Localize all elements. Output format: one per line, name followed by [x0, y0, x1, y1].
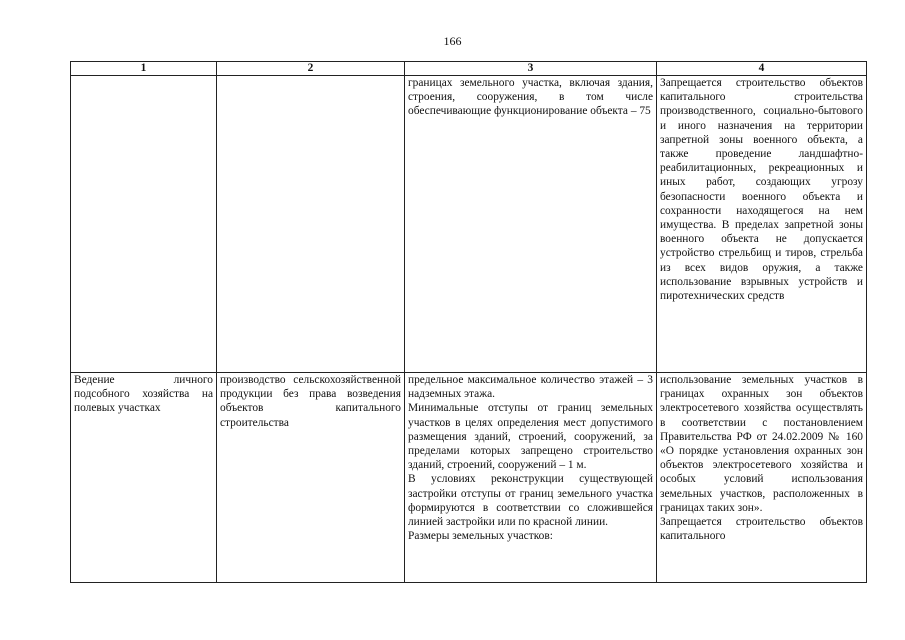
- table-row: [71, 373, 867, 583]
- paragraph: производство сельскохозяйственной продукции без права возведения объектов капитального строительства: [220, 374, 401, 429]
- cell-restrictions: [657, 373, 867, 583]
- column-header: 4: [657, 62, 867, 76]
- paragraph: предельное максимальное количество этажей – 3 надземных этажа.: [408, 374, 653, 401]
- paragraph: В условиях реконструкции существующей застройки отступы от границ земельного участка формируются в соответствии со сложившейся линией застройки или по красной линии.: [408, 473, 653, 529]
- regulations-table: [70, 61, 867, 583]
- cell-land-use-type: [71, 76, 217, 373]
- paragraph: Ведение личного подсобного хозяйства на полевых участках: [74, 374, 213, 415]
- paragraph: границах земельного участка, включая здания, строения, сооружения, в том числе обеспечивающие функционирование объекта – 75: [408, 77, 653, 118]
- cell-description: [217, 76, 405, 373]
- cell-description: [217, 373, 405, 583]
- paragraph: Размеры земельных участков:: [408, 530, 553, 543]
- table-header-row: [71, 62, 867, 76]
- paragraph: использование земельных участков в границах охранных зон объектов электросетевого хозяйства осуществлять в соответствии с постановлением Правительства РФ от 24.02.2009 № 160 «О порядке установления охранных зон объектов электросетевого хозяйства и особых условий использования земельных участков, расположенных в границах таких зон».: [660, 374, 863, 514]
- cell-parameters: [405, 76, 657, 373]
- table-row: [71, 76, 867, 373]
- page-number: 166: [443, 34, 462, 48]
- column-header: 3: [405, 62, 657, 76]
- cell-land-use-type: [71, 373, 217, 583]
- cell-parameters: [405, 373, 657, 583]
- paragraph: Запрещается строительство объектов капитального: [660, 516, 863, 543]
- cell-restrictions: [657, 76, 867, 373]
- paragraph: Минимальные отступы от границ земельных участков в целях определения мест допустимого размещения зданий, строений, сооружений, за пределами которых запрещено строительство зданий, строений, сооружений – 1 м.: [408, 402, 653, 472]
- paragraph: Запрещается строительство объектов капитального строительства производственного, социально-бытового и иного назначения на территории запретной зоны военного объекта, а также проведение ландшафтно-реабилитационных, рекреационных и иных работ, создающих угрозу безопасности военного объекта и сохранности находящегося на нем имущества. В пределах запретной зоны военного объекта не допускается устройство стрельбищ и тиров, стрельба из всех видов оружия, а также использование взрывных устройств и пиротехнических средств: [660, 77, 863, 303]
- column-header: 2: [217, 62, 405, 76]
- column-header: 1: [71, 62, 217, 76]
